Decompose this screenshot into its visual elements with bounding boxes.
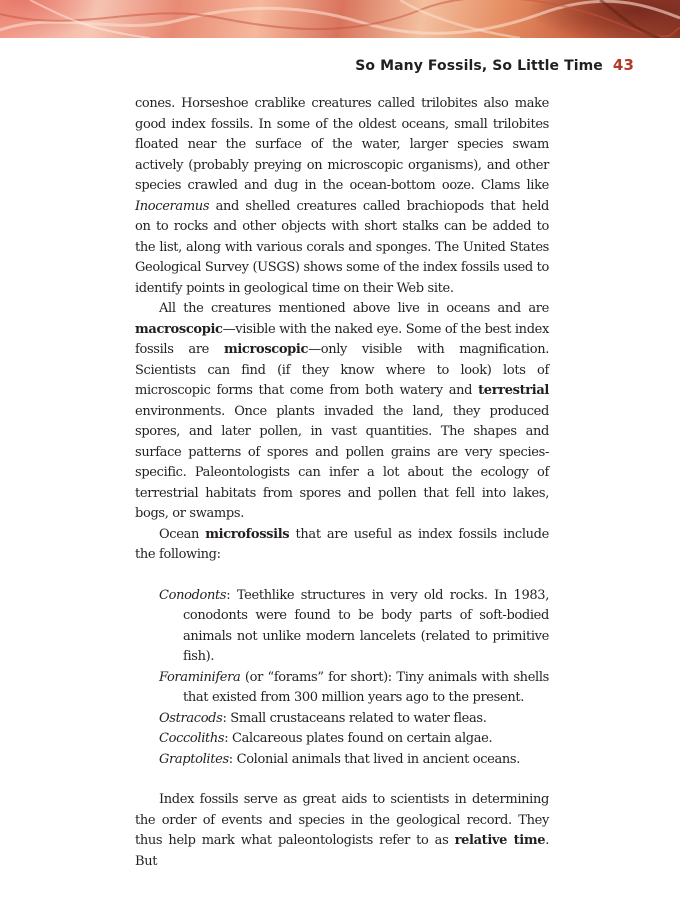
inoceramus-term: Inoceramus <box>135 198 210 214</box>
paragraph-2 <box>135 299 549 525</box>
term-microscopic: microscopic <box>223 342 309 357</box>
paragraph-1 <box>135 94 549 299</box>
list-item-term: Conodonts <box>159 587 227 603</box>
term-terrestrial: terrestrial <box>478 383 549 398</box>
list-item <box>135 750 549 771</box>
paragraph-3-text-a: Ocean <box>159 526 206 542</box>
running-head-title: So Many Fossils, So Little Time <box>355 58 603 74</box>
header-banner-image <box>0 0 680 38</box>
term-macroscopic: macroscopic <box>135 321 223 337</box>
paragraph-2-text-c: —only visible with magnification. Scientists can find (if they know where to look) lots of microscopic forms that come from both watery and <box>135 342 550 398</box>
running-head <box>355 56 634 76</box>
paragraph-2-text-b: —visible with the naked eye. Some of the best index fossils are <box>135 321 549 357</box>
paragraph-2-text-d: environments. Once plants invaded the land, they produced spores, and later pollen, in vast quantities. The shapes and surface patterns of spores and pollen grains are very species-specific. Paleontologists can infer a lot about the ecology of terrestrial habitats from spores and pollen that fell into lakes, bogs, or swamps. <box>135 403 549 521</box>
list-item-desc: : Teethlike structures in very old rocks. In 1983, conodonts were found to be body parts of soft-bodied animals not unlike modern lancelets (related to primitive fish). <box>183 587 549 664</box>
list-item <box>135 586 549 668</box>
rock-strata-texture <box>0 0 680 38</box>
list-item-desc: : Small crustaceans related to water fleas. <box>222 710 487 726</box>
paragraph-4 <box>135 790 549 872</box>
list-item-term: Coccoliths <box>159 731 225 746</box>
paragraph-3 <box>135 525 549 566</box>
list-item <box>135 668 549 709</box>
microfossil-list <box>135 586 549 771</box>
list-item-desc: : Colonial animals that lived in ancient oceans. <box>228 751 521 767</box>
paragraph-4-text-a: Index fossils serve as great aids to scientists in determining the order of events and species in the geological record. They thus help mark what paleontologists refer to as <box>135 792 549 848</box>
paragraph-2-text-a: All the creatures mentioned above live in oceans and are <box>159 301 549 316</box>
paragraph-3-text-b: that are useful as index fossils include the following: <box>135 526 549 562</box>
term-microfossils: microfossils <box>205 526 290 542</box>
paragraph-4-text-b: . But <box>135 833 549 869</box>
term-relative-time: relative time <box>454 833 546 848</box>
list-item <box>135 729 549 750</box>
list-item-desc: : Calcareous plates found on certain algae. <box>224 731 493 746</box>
list-item-term: Ostracods <box>159 710 223 726</box>
paragraph-1-text: cones. Horseshoe crablike creatures called trilobites also make good index fossils. In some of the oldest oceans, small trilobites floated near the surface of the water, larger species swam actively (probably preying on microscopic organisms), and other species crawled and dug in the ocean-bottom ooze. Clams like <box>135 96 549 193</box>
list-item-term: Graptolites <box>159 751 229 767</box>
list-item-desc: (or “forams” for short): Tiny animals with shells that existed from 300 million years ago to the present. <box>183 669 549 705</box>
list-item <box>135 709 549 730</box>
paragraph-1-text-rest: and shelled creatures called brachiopods that held on to rocks and other objects with short stalks can be added to the list, along with various corals and sponges. The United States Geological Survey (USGS) shows some of the index fossils used to identify points in geological time on their Web site. <box>135 198 549 296</box>
page-number: 43 <box>612 56 634 74</box>
list-item-term: Foraminifera <box>159 669 241 685</box>
body-text <box>135 94 549 872</box>
